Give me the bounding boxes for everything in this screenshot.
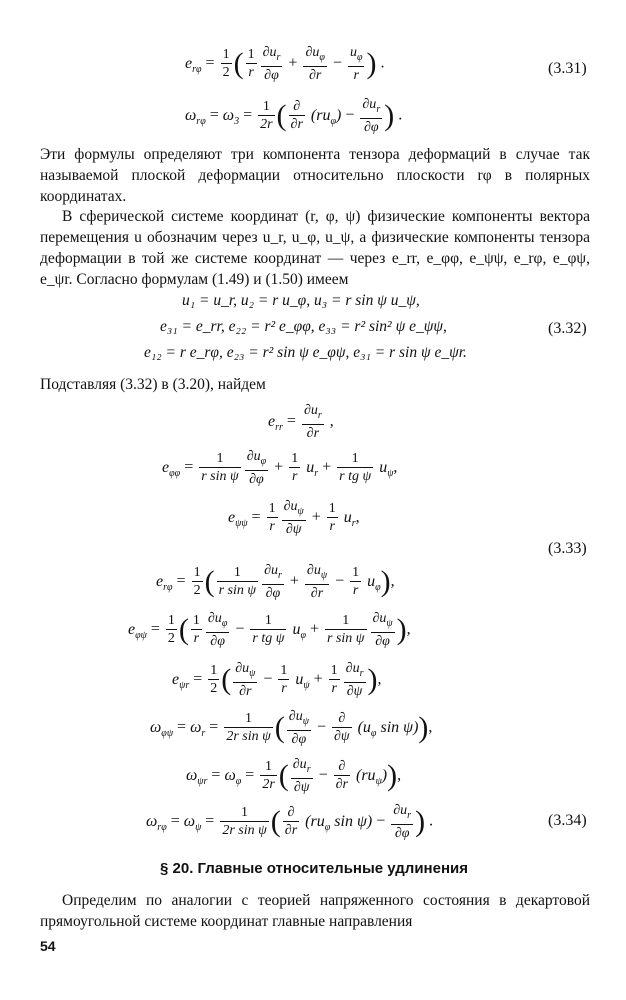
equation-3-33-line-6: $e_{\psi r}$ = $\frac{1}{2}$ ( $\frac{\partial u_\psi}{\partial r}$ − $\frac{1}{r}$ $u_\psi$ + $\frac{1}{r}$ $\frac{\partial u_r}{\partial\psi}$ ),: [172, 661, 382, 699]
equation-label-3-34: (3.34): [548, 812, 587, 829]
section-heading: § 20. Главные относительные удлинения: [160, 860, 468, 877]
paragraph-3: Подставляя (3.32) в (3.20), найдем: [40, 376, 266, 393]
paragraph-1: Эти формулы определяют три компонента тензора деформаций в случае так называемой плоской деформации относительно плоскости rφ в полярных координатах.: [40, 146, 590, 205]
equation-3-34-line-2: $\omega_{\psi r} = \omega_\varphi$ = $\frac{1}{2r}$ ( $\frac{\partial u_r}{\partial\psi}$ − ∂ ∂r $(ru_\psi)$),: [186, 757, 402, 795]
equation-3-32-line-2: e₃₁ = e_rr, e₂₂ = r² e_φφ, e₃₃ = r² sin² ψ e_ψψ,: [160, 318, 447, 335]
equation-3-32-line-1: u₁ = u_r, u₂ = r u_φ, u₃ = r sin ψ u_ψ,: [182, 292, 420, 309]
paragraph-2: В сферической системе координат (r, φ, ψ) физические компоненты вектора перемещения u обозначим через u_r, u_φ, u_ψ, а физические компоненты тензора деформации в той же системе координат — через e_rr, e_φφ, e_ψψ, e_rφ, e_φψ, e_ψr. Согласно формулам (1.49) и (1.50) имеем: [40, 208, 590, 288]
equation-3-31-line-2: $\omega_{r\varphi} = \omega_3$ = $\frac{1}{2r}$ ( ∂ ∂r $(ru_\varphi)$ − $\frac{\partial u_r}{\partial\varphi}$ ) .: [185, 97, 403, 135]
equation-3-33-line-1: $e_{rr}$ = $\frac{\partial u_r}{\partial r}$ ,: [268, 403, 334, 441]
equation-label-3-32: (3.32): [548, 320, 587, 337]
equation-label-3-31: (3.31): [548, 60, 587, 77]
equation-3-33-line-4: $e_{r\varphi}$ = $\frac{1}{2}$ ( $\frac{1}{\text{r sin ψ}}$ $\frac{\partial u_r}{\partial\varphi}$ + $\frac{\partial u_\psi}{\partial r}$ − $\frac{1}{r}$ $u_\varphi$),: [156, 563, 395, 601]
equation-3-33-line-5: $e_{\varphi\psi}$ = $\frac{1}{2}$ ( $\frac{1}{r}$ $\frac{\partial u_\varphi}{\partial\varphi}$ − $\frac{1}{\text{r tg ψ}}$ $u_\varphi$ + $\frac{1}{\text{r sin ψ}}$ $\frac{\partial u_\psi}{\partial\varphi}$ ),: [128, 611, 411, 649]
page-number: 54: [40, 938, 56, 954]
equation-3-31-line-1: $e_{r\varphi}$ = $\frac{1}{2}$ ( $\frac{1}{r}$ $\frac{\partial u_r}{\partial\varphi}$ + $\frac{\partial u_\varphi}{\partial r}$ − $\frac{u_\varphi}{r}$ ) .: [185, 45, 385, 83]
equation-3-34-line-3: $\omega_{r\varphi} = \omega_\psi$ = $\frac{1}{\text{2r sin ψ}}$ ( ∂ ∂r ($ru_\varphi$ sin ψ) − $\frac{\partial u_r}{\partial\varphi}$ ) .: [146, 803, 434, 841]
equation-3-32-line-3: e₁₂ = r e_rφ, e₂₃ = r² sin ψ e_φψ, e₃₁ = r sin ψ e_ψr.: [144, 344, 467, 361]
paragraph-4: Определим по аналогии с теорией напряженного состояния в декартовой прямоугольной системе координат главные направления: [40, 892, 590, 930]
equation-3-34-line-1: $\omega_{\varphi\psi} = \omega_r$ = $\frac{1}{\text{2r sin ψ}}$ ( $\frac{\partial u_\psi}{\partial\varphi}$ − ∂ ∂ψ ($u_\varphi$ sin ψ)),: [150, 709, 433, 747]
equation-label-3-33: (3.33): [548, 540, 587, 557]
equation-3-33-line-3: $e_{\psi\psi}$ = $\frac{1}{r}$ $\frac{\partial u_\psi}{\partial\psi}$ + $\frac{1}{r}$ $u_r$,: [228, 499, 360, 537]
equation-3-33-line-2: $e_{\varphi\varphi}$ = $\frac{1}{\text{r sin ψ}}$ $\frac{\partial u_\varphi}{\partial\varphi}$ + $\frac{1}{r}$ $u_r$ + $\frac{1}{\text{r tg ψ}}$ $u_\psi$,: [162, 449, 398, 487]
